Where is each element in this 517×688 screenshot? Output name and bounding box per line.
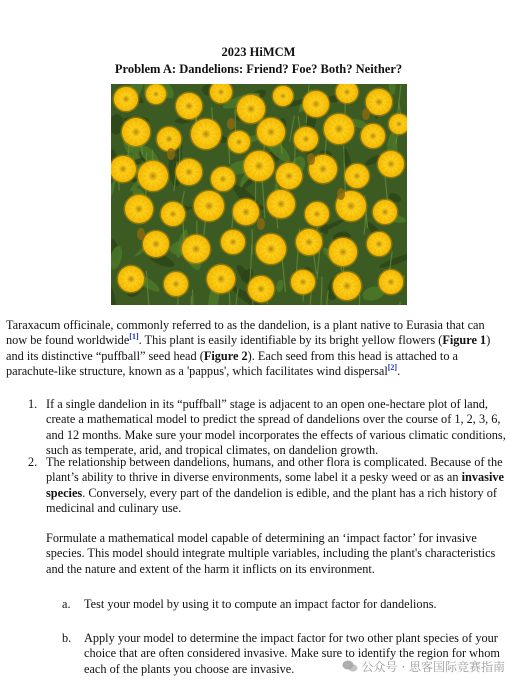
dandelion-illustration bbox=[111, 84, 407, 305]
invasive-species-term: invasive species bbox=[46, 470, 504, 500]
list-item-1: If a single dandelion in its “puffball” stage is adjacent to an open one-hectare plot of land, create a mathematical model to predict the spread of dandelions over the course of 1, 2, 3, 6, and 12 months. Make sure your model incorporates the effects of various climatic conditions, such as temperate, arid, and tropical climates, on dandelion growth. bbox=[46, 397, 506, 457]
intro-paragraph bbox=[6, 318, 506, 379]
watermark bbox=[342, 657, 505, 675]
sublist-item-a: Test your model by using it to compute an impact factor for dandelions. bbox=[84, 597, 437, 611]
figure-2-ref: Figure 2 bbox=[203, 348, 248, 363]
intro-text-5: . bbox=[397, 363, 401, 378]
wechat-icon bbox=[342, 659, 358, 673]
list-item-2-text-a: The relationship between dandelions, humans, and other flora is complicated. Because of the plant’s ability to thrive in diverse environments, some label it a pesky weed or as an bbox=[46, 455, 503, 485]
list-number-1: 1. bbox=[28, 397, 38, 411]
dandelion-field-photo bbox=[111, 84, 407, 305]
sublist-label-a: a. bbox=[62, 597, 71, 611]
reference-link-2[interactable]: [2] bbox=[387, 362, 398, 372]
list-number-2: 2. bbox=[28, 455, 38, 469]
list-item-2-text-b: . Conversely, every part of the dandelion is edible, and the plant has a rich history of medicinal and culinary use. bbox=[46, 485, 497, 515]
figure-1-ref: Figure 1 bbox=[442, 333, 487, 348]
sublist-label-b: b. bbox=[62, 631, 72, 645]
intro-text-3: ) and its distinctive “puffball” seed head ( bbox=[6, 333, 491, 363]
sublist-item-b: Apply your model to determine the impact factor for two other plant species of your choice that are often considered invasive. Make sure to identify the region for whom each of the plants you choose are invasive. bbox=[84, 631, 500, 676]
list-item-2 bbox=[46, 455, 508, 516]
document-year-title: 2023 HiMCM bbox=[221, 45, 296, 59]
intro-text-4: ). Each seed from this head is attached to a parachute-like structure, known as a 'pappus', which facilitates wind dispersal bbox=[6, 348, 459, 378]
intro-text-2: . This plant is easily identifiable by its bright yellow flowers ( bbox=[138, 333, 443, 348]
reference-link-1[interactable]: [1] bbox=[129, 332, 139, 342]
watermark-text: 公众号 · 思客国际竞赛指南 bbox=[361, 659, 505, 674]
intro-text-1: Taraxacum officinale, commonly referred to as the dandelion, is a plant native to Eurasia that can now be found worldwide bbox=[6, 318, 485, 348]
formulate-paragraph: Formulate a mathematical model capable of determining an ‘impact factor’ for invasive species. This model should integrate multiple variables, including the plant's characteristics and the nature and extent of the harm it inflicts on its environment. bbox=[46, 531, 496, 576]
problem-title: Problem A: Dandelions: Friend? Foe? Both? Neither? bbox=[114, 62, 403, 76]
